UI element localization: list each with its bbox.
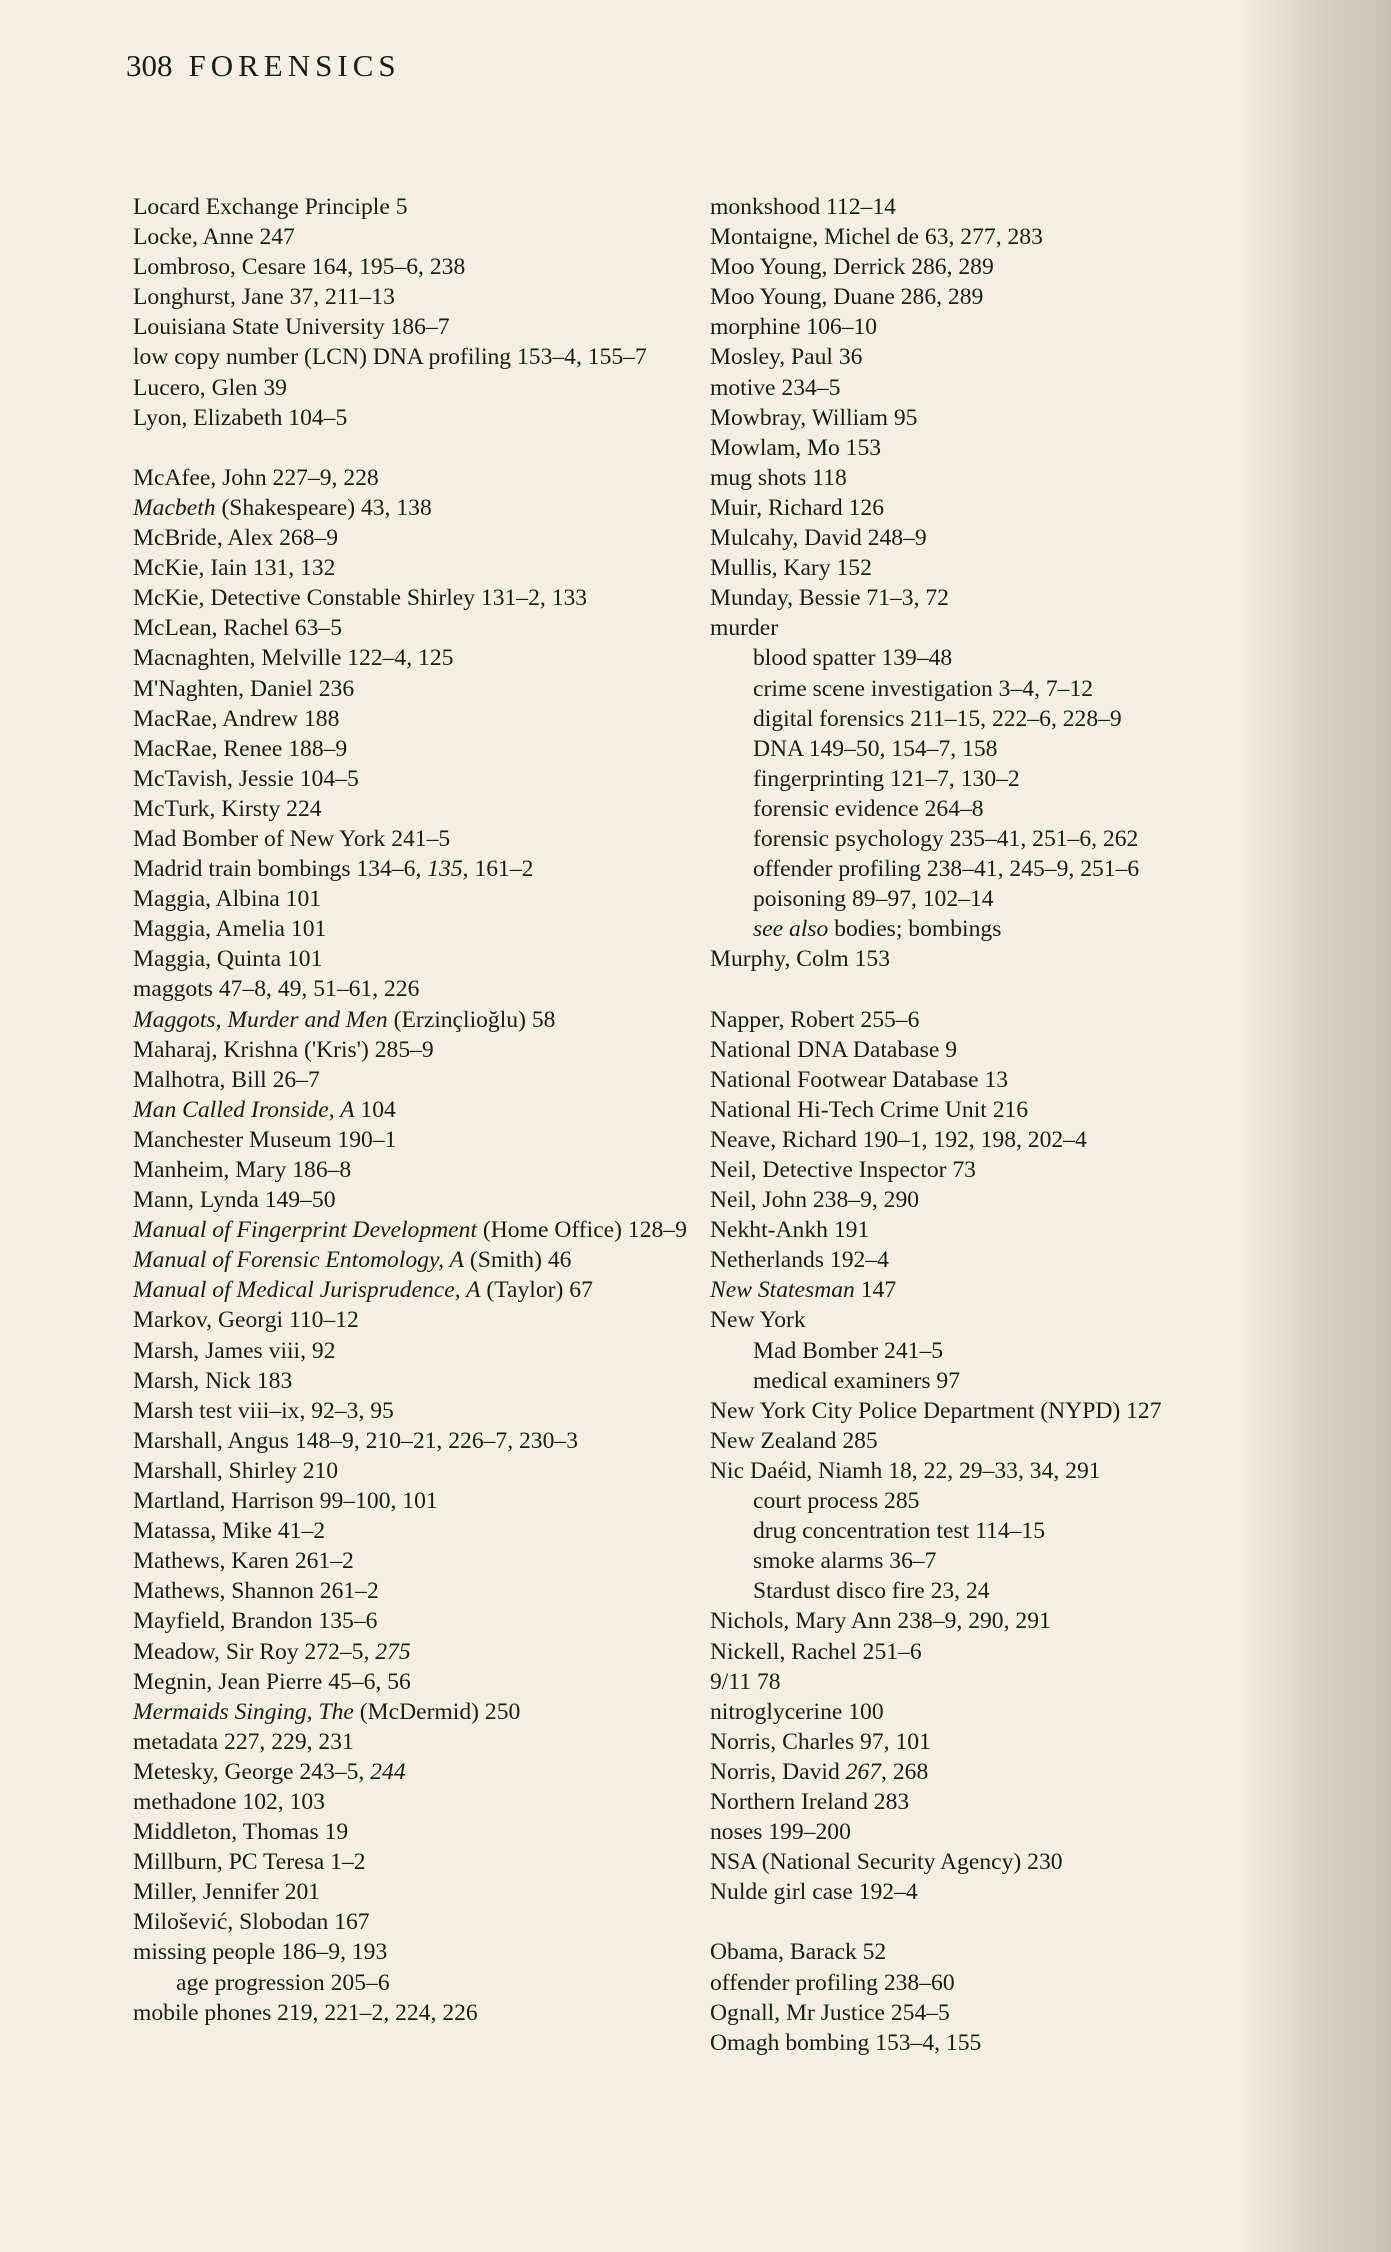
index-entry-text: Madrid train bombings 134–6, <box>133 856 428 883</box>
index-entry <box>710 1937 1270 1967</box>
index-subentry <box>710 1366 1270 1396</box>
index-subentry <box>710 884 1270 914</box>
index-subentry <box>710 1336 1270 1366</box>
index-entry-text: National Hi-Tech Crime Unit 216 <box>710 1096 1029 1123</box>
index-entry-text: Malhotra, Bill 26–7 <box>133 1066 320 1093</box>
index-entry-text: maggots 47–8, 49, 51–61, 226 <box>133 976 420 1003</box>
index-subentry <box>710 1576 1270 1606</box>
index-entry-text: Marsh, Nick 183 <box>133 1367 293 1394</box>
index-entry <box>133 463 693 493</box>
index-entry <box>133 1787 693 1817</box>
index-entry <box>710 944 1270 974</box>
index-entry-text: motive 234–5 <box>710 374 841 401</box>
index-entry-text: Mosley, Paul 36 <box>710 344 863 371</box>
index-entry-text: New York City Police Department (NYPD) 127 <box>710 1397 1162 1424</box>
index-entry <box>133 1998 693 2028</box>
index-entry-text: metadata 227, 229, 231 <box>133 1728 354 1755</box>
index-entry <box>710 1095 1270 1125</box>
index-entry <box>710 1185 1270 1215</box>
index-entry-text: poisoning 89–97, 102–14 <box>753 886 994 913</box>
index-entry-text: NSA (National Security Agency) 230 <box>710 1849 1063 1876</box>
index-entry-text: noses 199–200 <box>710 1819 851 1846</box>
index-entry-text: Macnaghten, Melville 122–4, 125 <box>133 645 454 672</box>
index-entry-text: McKie, Iain 131, 132 <box>133 555 336 582</box>
index-entry <box>133 1396 693 1426</box>
index-entry-text: (Smith) 46 <box>463 1247 572 1274</box>
index-entry <box>710 1035 1270 1065</box>
index-entry-text: McTurk, Kirsty 224 <box>133 795 322 822</box>
index-entry-text: Moo Young, Derrick 286, 289 <box>710 254 994 281</box>
index-entry <box>133 1817 693 1847</box>
index-entry <box>133 493 693 523</box>
index-entry-text: Milošević, Slobodan 167 <box>133 1909 370 1936</box>
index-entry-text: see also <box>753 916 829 943</box>
index-entry-text: 267 <box>845 1758 882 1785</box>
index-entry <box>710 222 1270 252</box>
index-entry <box>133 643 693 673</box>
index-entry <box>710 403 1270 433</box>
index-entry <box>710 1456 1270 1486</box>
index-entry-text: Northern Ireland 283 <box>710 1788 910 1815</box>
index-entry-text: offender profiling 238–41, 245–9, 251–6 <box>753 856 1140 883</box>
index-entry-text: drug concentration test 114–15 <box>753 1518 1046 1545</box>
index-entry <box>133 523 693 553</box>
index-entry-text: Maggia, Albina 101 <box>133 886 322 913</box>
index-entry-text: fingerprinting 121–7, 130–2 <box>753 765 1020 792</box>
index-entry <box>133 1155 693 1185</box>
index-entry-text: McLean, Rachel 63–5 <box>133 615 342 642</box>
index-entry <box>133 794 693 824</box>
index-entry-text: monkshood 112–14 <box>710 194 896 220</box>
index-entry-text: Manual of Medical Jurisprudence, A <box>133 1277 481 1304</box>
index-subentry <box>710 1546 1270 1576</box>
index-letter-gap <box>133 433 693 463</box>
index-entry-text: 104 <box>354 1096 396 1123</box>
index-entry <box>133 553 693 583</box>
index-entry <box>133 824 693 854</box>
index-entry-text: Megnin, Jean Pierre 45–6, 56 <box>133 1668 411 1695</box>
index-entry <box>710 1697 1270 1727</box>
index-entry <box>710 1606 1270 1636</box>
index-entry <box>133 734 693 764</box>
index-entry <box>133 252 693 282</box>
index-entry-text: Maggia, Amelia 101 <box>133 916 327 943</box>
index-entry-text: Matassa, Mike 41–2 <box>133 1518 325 1545</box>
running-title: FORENSICS <box>188 48 401 83</box>
index-entry-text: Locke, Anne 247 <box>133 224 295 251</box>
index-entry-text: Locard Exchange Principle 5 <box>133 194 408 220</box>
index-entry <box>133 1456 693 1486</box>
index-entry-text: Mermaids Singing, The <box>133 1698 354 1725</box>
index-entry-text: Murphy, Colm 153 <box>710 946 891 973</box>
index-entry <box>133 1065 693 1095</box>
index-entry <box>133 312 693 342</box>
index-entry-text: mobile phones 219, 221–2, 224, 226 <box>133 1999 478 2026</box>
index-entry <box>133 1305 693 1335</box>
index-entry-text: (McDermid) 250 <box>353 1698 521 1725</box>
index-subentry <box>710 794 1270 824</box>
index-entry-text: Maharaj, Krishna ('Kris') 285–9 <box>133 1036 434 1063</box>
index-entry-text: methadone 102, 103 <box>133 1788 325 1815</box>
index-entry <box>133 1095 693 1125</box>
index-entry-text: offender profiling 238–60 <box>710 1969 955 1996</box>
index-entry <box>133 1516 693 1546</box>
index-entry-text: Norris, Charles 97, 101 <box>710 1728 931 1755</box>
index-entry <box>133 1727 693 1757</box>
index-entry <box>133 1576 693 1606</box>
index-entry <box>710 192 1270 222</box>
index-entry <box>133 1035 693 1065</box>
index-entry <box>133 1606 693 1636</box>
index-entry <box>710 1125 1270 1155</box>
index-entry <box>133 1215 693 1245</box>
index-entry-text: Mowlam, Mo 153 <box>710 434 882 461</box>
index-column-right <box>710 192 1270 2058</box>
index-entry-text: New Statesman <box>710 1277 855 1304</box>
index-entry <box>133 914 693 944</box>
index-entry-text: Maggots, Murder and Men <box>133 1006 388 1033</box>
index-entry-text: McBride, Alex 268–9 <box>133 525 339 552</box>
index-entry-text: blood spatter 139–48 <box>753 645 953 672</box>
index-entry <box>710 1005 1270 1035</box>
index-entry-text: McTavish, Jessie 104–5 <box>133 765 359 792</box>
index-entry-text: McAfee, John 227–9, 228 <box>133 464 379 491</box>
index-entry-text: Man Called Ironside, A <box>133 1096 355 1123</box>
index-entry-text: Lyon, Elizabeth 104–5 <box>133 404 348 431</box>
index-entry-text: 147 <box>854 1277 897 1304</box>
index-entry <box>133 192 693 222</box>
index-entry <box>710 1275 1270 1305</box>
index-entry-text: bodies; bombings <box>828 916 1002 943</box>
index-entry <box>133 1637 693 1667</box>
index-entry-text: Marshall, Angus 148–9, 210–21, 226–7, 230–3 <box>133 1427 578 1454</box>
index-entry-text: Mulcahy, David 248–9 <box>710 525 927 552</box>
index-entry-text: age progression 205–6 <box>176 1969 390 1996</box>
index-entry <box>133 704 693 734</box>
index-subentry <box>710 914 1270 944</box>
index-entry-text: Marsh test viii–ix, 92–3, 95 <box>133 1397 394 1424</box>
index-entry-text: Omagh bombing 153–4, 155 <box>710 2029 982 2056</box>
index-entry <box>133 884 693 914</box>
index-entry <box>710 1637 1270 1667</box>
index-entry <box>133 1697 693 1727</box>
index-entry-text: Louisiana State University 186–7 <box>133 314 450 341</box>
index-entry-text: Neil, Detective Inspector 73 <box>710 1157 976 1183</box>
index-entry-text: 244 <box>370 1758 406 1785</box>
index-entry-text: Mann, Lynda 149–50 <box>133 1187 336 1214</box>
index-entry-text: 135 <box>427 856 463 883</box>
index-entry-text: (Shakespeare) 43, 138 <box>215 494 432 521</box>
index-entry-text: Neil, John 238–9, 290 <box>710 1187 920 1214</box>
index-entry-text: Mowbray, William 95 <box>710 404 918 431</box>
index-entry-text: digital forensics 211–15, 222–6, 228–9 <box>753 705 1122 732</box>
index-entry <box>710 493 1270 523</box>
index-entry-text: Netherlands 192–4 <box>710 1247 889 1274</box>
index-entry <box>133 854 693 884</box>
index-entry-text: Neave, Richard 190–1, 192, 198, 202–4 <box>710 1126 1087 1153</box>
index-subentry <box>133 1968 693 1998</box>
index-entry <box>710 1155 1270 1185</box>
index-entry <box>710 252 1270 282</box>
index-entry <box>710 583 1270 613</box>
index-entry-text: Metesky, George 243–5, <box>133 1758 371 1785</box>
index-subentry <box>710 764 1270 794</box>
index-entry <box>710 1877 1270 1907</box>
index-entry-text: McKie, Detective Constable Shirley 131–2, 133 <box>133 585 588 612</box>
index-entry-text: forensic evidence 264–8 <box>753 795 984 822</box>
index-entry <box>133 1937 693 1967</box>
index-letter-gap <box>710 974 1270 1004</box>
running-head <box>126 48 401 84</box>
index-entry <box>133 1426 693 1456</box>
index-subentry <box>710 674 1270 704</box>
index-entry-text: Nulde girl case 192–4 <box>710 1879 918 1906</box>
index-entry-text: Mathews, Karen 261–2 <box>133 1548 354 1575</box>
index-entry <box>133 373 693 403</box>
index-entry <box>133 1245 693 1275</box>
index-entry-text: Stardust disco fire 23, 24 <box>753 1578 990 1605</box>
index-subentry <box>710 854 1270 884</box>
index-entry-text: medical examiners 97 <box>753 1367 961 1394</box>
index-entry-text: Miller, Jennifer 201 <box>133 1879 321 1906</box>
index-entry <box>133 342 693 372</box>
index-entry-text: Marshall, Shirley 210 <box>133 1457 339 1484</box>
index-entry-text: Montaigne, Michel de 63, 277, 283 <box>710 224 1043 251</box>
index-entry <box>133 1877 693 1907</box>
index-entry <box>710 1065 1270 1095</box>
index-entry-text: Ognall, Mr Justice 254–5 <box>710 1999 950 2026</box>
index-entry-text: M'Naghten, Daniel 236 <box>133 675 355 702</box>
index-entry-text: smoke alarms 36–7 <box>753 1548 937 1575</box>
index-entry-text: Manual of Fingerprint Development <box>133 1217 478 1244</box>
index-entry <box>710 1817 1270 1847</box>
index-entry <box>133 1185 693 1215</box>
index-entry <box>133 1907 693 1937</box>
index-entry-text: DNA 149–50, 154–7, 158 <box>753 735 998 762</box>
index-entry-text: , 161–2 <box>462 856 534 883</box>
index-entry-text: (Home Office) 128–9 <box>477 1217 687 1244</box>
index-subentry <box>710 704 1270 734</box>
index-entry <box>133 1366 693 1396</box>
index-entry <box>133 1336 693 1366</box>
index-entry-text: murder <box>710 615 779 642</box>
index-entry-text: Muir, Richard 126 <box>710 494 885 521</box>
index-entry-text: Manual of Forensic Entomology, A <box>133 1247 464 1274</box>
index-entry-text: (Erzinçlioğlu) 58 <box>387 1006 556 1033</box>
index-entry <box>133 613 693 643</box>
index-entry <box>710 1215 1270 1245</box>
index-subentry <box>710 824 1270 854</box>
index-entry-text: Nekht-Ankh 191 <box>710 1217 870 1244</box>
index-entry <box>133 1005 693 1035</box>
index-entry-text: Millburn, PC Teresa 1–2 <box>133 1849 366 1876</box>
index-entry <box>710 1667 1270 1697</box>
index-entry <box>710 523 1270 553</box>
index-entry-text: (Taylor) 67 <box>480 1277 593 1304</box>
index-entry <box>710 1305 1270 1335</box>
index-entry-text: Longhurst, Jane 37, 211–13 <box>133 284 395 311</box>
index-entry-text: 9/11 78 <box>710 1668 781 1695</box>
index-entry-text: morphine 106–10 <box>710 314 878 341</box>
index-entry-text: MacRae, Renee 188–9 <box>133 735 348 762</box>
index-entry <box>710 282 1270 312</box>
index-entry-text: Moo Young, Duane 286, 289 <box>710 284 984 311</box>
index-entry-text: low copy number (LCN) DNA profiling 153–4, 155–7 <box>133 344 647 371</box>
index-entry-text: , 268 <box>881 1758 929 1785</box>
index-entry <box>710 1787 1270 1817</box>
index-letter-gap <box>710 1907 1270 1937</box>
index-entry-text: Mad Bomber of New York 241–5 <box>133 825 451 852</box>
index-entry <box>133 403 693 433</box>
index-entry <box>133 1667 693 1697</box>
index-column-left <box>133 192 693 2028</box>
index-entry-text: National Footwear Database 13 <box>710 1066 1009 1093</box>
index-entry-text: Mathews, Shannon 261–2 <box>133 1578 379 1605</box>
index-entry-text: crime scene investigation 3–4, 7–12 <box>753 675 1094 702</box>
index-entry-text: missing people 186–9, 193 <box>133 1939 388 1966</box>
index-entry-text: Mayfield, Brandon 135–6 <box>133 1608 378 1635</box>
index-entry-text: New York <box>710 1307 806 1334</box>
index-entry-text: Middleton, Thomas 19 <box>133 1819 349 1846</box>
index-entry <box>133 1847 693 1877</box>
index-entry <box>133 974 693 1004</box>
index-entry-text: Markov, Georgi 110–12 <box>133 1307 359 1334</box>
index-entry-text: nitroglycerine 100 <box>710 1698 884 1725</box>
index-entry <box>133 1546 693 1576</box>
index-entry <box>133 1486 693 1516</box>
index-entry <box>710 1396 1270 1426</box>
index-entry <box>133 674 693 704</box>
index-subentry <box>710 643 1270 673</box>
index-entry-text: Maggia, Quinta 101 <box>133 946 323 973</box>
index-entry <box>710 1727 1270 1757</box>
index-entry-text: Meadow, Sir Roy 272–5, <box>133 1638 376 1665</box>
index-entry-text: 275 <box>375 1638 411 1665</box>
index-entry <box>710 1998 1270 2028</box>
index-entry-text: forensic psychology 235–41, 251–6, 262 <box>753 825 1139 852</box>
index-entry-text: Munday, Bessie 71–3, 72 <box>710 585 949 612</box>
index-entry-text: Mad Bomber 241–5 <box>753 1337 944 1364</box>
index-entry-text: Obama, Barack 52 <box>710 1939 887 1966</box>
index-entry-text: Nickell, Rachel 251–6 <box>710 1638 922 1665</box>
index-entry-text: Nic Daéid, Niamh 18, 22, 29–33, 34, 291 <box>710 1457 1101 1484</box>
index-subentry <box>710 734 1270 764</box>
index-entry <box>133 1275 693 1305</box>
index-entry <box>710 2028 1270 2058</box>
index-entry <box>710 342 1270 372</box>
index-entry <box>710 463 1270 493</box>
index-entry <box>710 1245 1270 1275</box>
index-entry <box>710 433 1270 463</box>
index-entry-text: New Zealand 285 <box>710 1427 878 1454</box>
index-entry-text: Nichols, Mary Ann 238–9, 290, 291 <box>710 1608 1051 1635</box>
index-subentry <box>710 1516 1270 1546</box>
index-entry-text: Lucero, Glen 39 <box>133 374 287 401</box>
index-subentry <box>710 1486 1270 1516</box>
index-entry <box>133 1125 693 1155</box>
index-entry <box>710 1757 1270 1787</box>
index-entry-text: Napper, Robert 255–6 <box>710 1006 920 1033</box>
index-entry <box>133 282 693 312</box>
page-number: 308 <box>126 48 173 83</box>
index-entry-text: Mullis, Kary 152 <box>710 555 872 582</box>
index-entry <box>133 944 693 974</box>
index-entry-text: National DNA Database 9 <box>710 1036 958 1063</box>
index-entry-text: Macbeth <box>133 494 216 521</box>
index-entry <box>710 1847 1270 1877</box>
index-entry-text: MacRae, Andrew 188 <box>133 705 340 732</box>
index-entry <box>710 373 1270 403</box>
index-entry <box>710 1426 1270 1456</box>
index-entry <box>710 312 1270 342</box>
index-entry <box>710 613 1270 643</box>
index-entry-text: Lombroso, Cesare 164, 195–6, 238 <box>133 254 466 281</box>
index-entry <box>133 764 693 794</box>
index-entry-text: mug shots 118 <box>710 464 847 491</box>
index-entry <box>133 1757 693 1787</box>
index-entry <box>133 583 693 613</box>
index-entry <box>133 222 693 252</box>
index-entry-text: Manheim, Mary 186–8 <box>133 1157 352 1183</box>
index-entry-text: court process 285 <box>753 1488 920 1515</box>
index-entry <box>710 553 1270 583</box>
index-entry-text: Norris, David <box>710 1758 846 1785</box>
index-entry-text: Martland, Harrison 99–100, 101 <box>133 1488 438 1515</box>
index-entry-text: Manchester Museum 190–1 <box>133 1126 397 1153</box>
index-entry <box>710 1968 1270 1998</box>
index-entry-text: Marsh, James viii, 92 <box>133 1337 336 1364</box>
